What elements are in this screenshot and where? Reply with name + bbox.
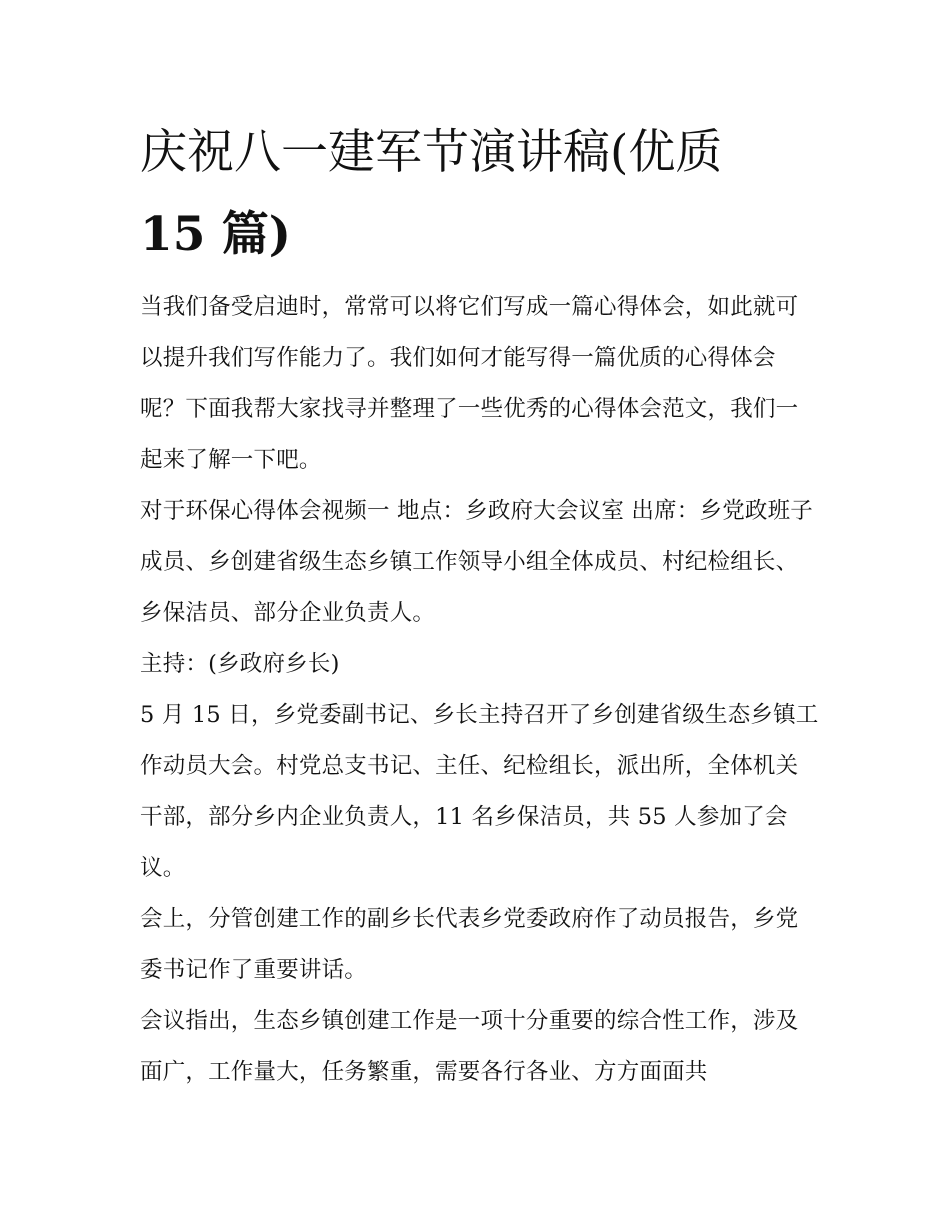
- paragraph-meeting-points: 会议指出，生态乡镇创建工作是一项十分重要的综合性工作，涉及面广，工作量大，任务繁重，需要各行各业、方方面面共: [140, 1008, 799, 1085]
- document-title: [140, 112, 820, 276]
- title-line-1: 庆祝八一建军节演讲稿(优质: [140, 125, 723, 180]
- title-number: 15: [140, 207, 206, 262]
- title-line-2-rest: 篇): [205, 207, 292, 262]
- paragraph-report: 会上，分管创建工作的副乡长代表乡党委政府作了动员报告，乡党委书记作了重要讲话。: [140, 906, 799, 983]
- paragraph-intro: 当我们备受启迪时，常常可以将它们写成一篇心得体会，如此就可以提升我们写作能力了。我们如何才能写得一篇优质的心得体会呢？下面我帮大家找寻并整理了一些优秀的心得体会范文，我们一起来了解一下吧。: [140, 294, 799, 473]
- paragraph-meeting-info: 对于环保心得体会视频一 地点：乡政府大会议室 出席：乡党政班子成员、乡创建省级生态乡镇工作领导小组全体成员、村纪检组长、乡保洁员、部分企业负责人。: [140, 498, 814, 626]
- paragraph-host: 主持：(乡政府乡长): [140, 651, 340, 677]
- paragraph-meeting-summary: 5 月 15 日，乡党委副书记、乡长主持召开了乡创建省级生态乡镇工作动员大会。村党总支书记、主任、纪检组长，派出所，全体机关干部，部分乡内企业负责人，11 名乡保洁员，共 55 人参加了会议。: [140, 702, 819, 881]
- document-page: [140, 112, 820, 1098]
- document-body: [140, 282, 820, 1098]
